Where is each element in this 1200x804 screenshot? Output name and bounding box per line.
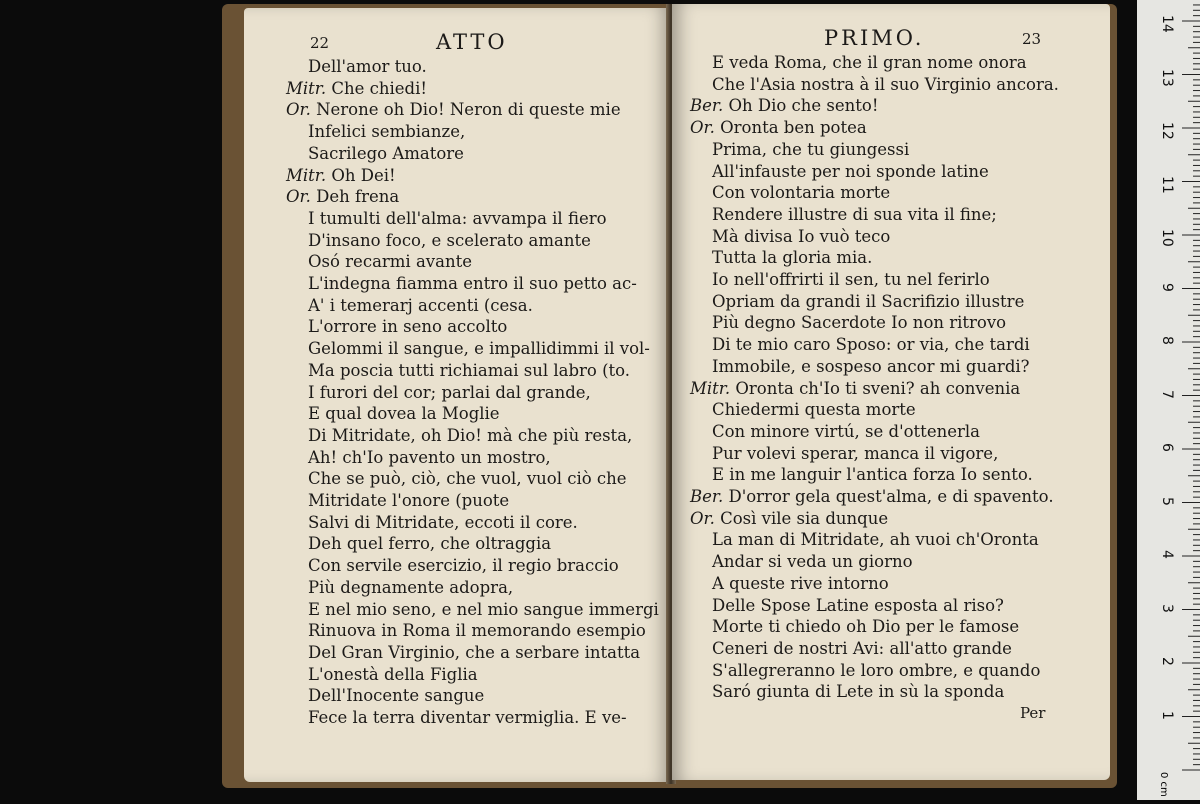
running-header-left: ATTO [436,30,508,54]
line-text: Del Gran Virginio, che a serbare intatta [308,642,641,662]
line-text: Oh Dio che sento! [728,96,879,116]
text-line [712,443,998,465]
text-line [308,121,465,143]
ruler-unit-label: 0 cm [1158,772,1169,797]
speaker-label: Mitr. [286,78,332,98]
text-line [308,403,500,425]
running-header-right: PRIMO. [824,26,925,50]
text-line [712,681,1004,703]
text-line [308,316,507,338]
speaker-label: Or. [286,187,317,207]
line-text: Ah! ch'Io pavento un mostro, [308,447,551,467]
line-text: Di Mitridate, oh Dio! mà che più resta, [308,425,633,445]
text-line [286,99,621,121]
ruler-number: 5 [1159,496,1175,506]
line-text: Più degnamente adopra, [308,577,514,597]
text-line [712,551,913,573]
ruler-number: 8 [1159,336,1175,345]
page-number-right: 23 [1022,30,1042,48]
line-text: Con minore virtú, se d'ottenerla [712,421,980,441]
line-text: Più degno Sacerdote Io non ritrovo [712,313,1007,333]
line-text: E in me languir l'antica forza Io sento. [712,465,1033,485]
speaker-label: Or. [690,508,721,528]
line-text: D'insano foco, e scelerato amante [308,230,591,250]
text-line [308,512,578,534]
ruler-number: 11 [1159,175,1175,194]
text-line [690,486,1054,508]
text-line [308,533,551,555]
text-line [308,208,607,230]
ruler-number: 14 [1159,15,1175,33]
ruler-number: 12 [1159,122,1175,140]
text-line [308,664,478,686]
line-text: Saró giunta di Lete in sù la sponda [712,682,1005,702]
line-text: Che l'Asia nostra à il suo Virginio ancora. [712,74,1059,94]
text-line [308,447,551,469]
text-line [712,464,1033,486]
text-line [690,117,867,139]
line-text: Rinuova in Roma il memorando esempio [308,621,646,641]
text-line [286,186,399,208]
line-text: Chiedermi questa morte [712,400,916,420]
text-line [712,139,909,161]
line-text: A queste rive intorno [712,573,889,593]
text-line [712,356,1030,378]
text-line [712,204,997,226]
line-text: Morte ti chiedo oh Dio per le famose [712,617,1020,637]
text-line [690,95,878,117]
text-line [712,226,890,248]
text-line [712,247,872,269]
text-line [690,508,888,530]
line-text: E veda Roma, che il gran nome onora [712,53,1027,72]
line-text: Immobile, e sospeso ancor mi guardi? [712,356,1030,376]
text-line [308,143,464,165]
text-line [712,573,889,595]
text-line [712,399,916,421]
line-text: Pur volevi sperar, manca il vigore, [712,443,999,463]
text-line [308,555,619,577]
speaker-label: Or. [286,100,317,120]
text-line [308,468,627,490]
line-text: Gelommi il sangue, e impallidimmi il vol- [308,339,650,359]
ruler-number: 7 [1159,389,1175,399]
ruler-number: 2 [1159,657,1175,666]
line-text: Salvi di Mitridate, eccoti il core. [308,512,578,532]
ruler-number: 1 [1159,710,1175,720]
text-line [712,616,1019,638]
text-line [712,182,890,204]
line-text: Mitridate l'onore (puote [308,491,510,510]
ruler-number: 13 [1159,68,1175,87]
line-text: S'allegreranno le loro ombre, e quando [712,660,1041,680]
text-line [308,230,591,252]
line-text: All'infauste per noi sponde latine [712,161,989,181]
line-text: Deh quel ferro, che oltraggia [308,534,552,554]
line-text: A' i temerarj accenti (cesa. [308,295,533,315]
line-text: Mà divisa Io vuò teco [712,226,891,246]
line-text: Oh Dei! [331,165,396,185]
right-page [672,4,1110,780]
line-text: Infelici sembianze, [308,122,466,142]
line-text: Ceneri de nostri Avi: all'atto grande [712,638,1012,658]
text-line [712,660,1040,682]
text-line [308,577,513,599]
text-line [308,360,630,382]
line-text: Che se può, ciò, che vuol, vuol ciò che [308,469,627,489]
line-text: I furori del cor; parlai dal grande, [308,382,591,402]
text-line [712,595,1004,617]
text-line [712,421,980,443]
text-line [712,74,1059,96]
text-line [308,620,646,642]
text-line [308,707,627,729]
line-text: Così vile sia dunque [720,508,889,528]
ruler-number: 3 [1159,603,1175,613]
speaker-label: Ber. [690,487,729,506]
line-text: Andar si veda un giorno [712,552,913,572]
text-line [308,273,637,295]
line-text: L'indegna fiamma entro il suo petto ac- [308,274,637,293]
line-text: Oronta ch'Io ti sveni? ah convenia [735,378,1021,398]
line-text: Tutta la gloria mia. [712,248,873,268]
line-text: Ma poscia tutti richiamai sul labro (to. [308,360,631,380]
text-line [308,425,632,447]
line-text: I tumulti dell'alma: avvampa il fiero [308,208,607,228]
text-line [308,490,509,512]
text-line [712,161,989,183]
line-text: Nerone oh Dio! Neron di queste mie [316,100,621,120]
line-text: L'onestà della Figlia [308,664,478,684]
text-line [308,56,427,78]
text-line [308,338,650,360]
line-text: Rendere illustre di sua vita il fine; [712,204,997,224]
ruler-ticks [1137,0,1200,800]
text-line [712,638,1012,660]
text-line [308,685,484,707]
line-text: Io nell'offrirti il sen, tu nel ferirlo [712,270,990,289]
page-number-left: 22 [310,34,330,52]
ruler-number: 9 [1159,282,1175,292]
speaker-label: Or. [690,118,721,138]
line-text: Con servile esercizio, il regio braccio [308,556,619,576]
text-line [308,642,640,664]
text-line [308,599,659,621]
left-page [244,8,670,782]
text-line [712,334,1030,356]
line-text: Con volontaria morte [712,183,891,203]
line-text: Di te mio caro Sposo: or via, che tardi [712,335,1030,355]
line-text: E qual dovea la Moglie [308,404,500,424]
text-line [712,312,1006,334]
text-line [308,382,591,404]
catchword: Per [1020,704,1046,722]
line-text: E nel mio seno, e nel mio sangue immergi [308,599,659,619]
speaker-label: Ber. [690,96,729,116]
text-line [712,52,1027,74]
line-text: Fece la terra diventar vermiglia. E ve- [308,708,627,727]
text-line [712,269,990,291]
ruler-number: 4 [1159,550,1175,559]
line-text: Dell'Inocente sangue [308,686,485,706]
line-text: Delle Spose Latine esposta al riso? [712,595,1004,615]
speaker-label: Mitr. [286,165,332,185]
line-text: Che chiedi! [331,78,428,98]
line-text: D'orror gela quest'alma, e di spavento. [728,487,1054,506]
line-text: Sacrilego Amatore [308,143,464,163]
text-line [286,78,427,100]
line-text: Dell'amor tuo. [308,57,427,76]
line-text: Osó recarmi avante [308,252,472,272]
line-text: Prima, che tu giungessi [712,139,910,159]
text-line [308,251,472,273]
speaker-label: Mitr. [690,378,736,398]
text-line [308,295,533,317]
ruler-number: 10 [1159,229,1175,247]
line-text: Opriam da grandi il Sacrifizio illustre [712,291,1025,311]
line-text: Deh frena [316,187,400,207]
text-line [690,378,1020,400]
text-line [712,291,1024,313]
text-line [712,529,1039,551]
ruler-number: 6 [1159,443,1175,452]
line-text: L'orrore in seno accolto [308,317,508,337]
line-text: Oronta ben potea [720,118,867,138]
text-line [286,165,396,187]
measuring-ruler [1137,0,1200,800]
line-text: La man di Mitridate, ah vuoi ch'Oronta [712,530,1039,550]
